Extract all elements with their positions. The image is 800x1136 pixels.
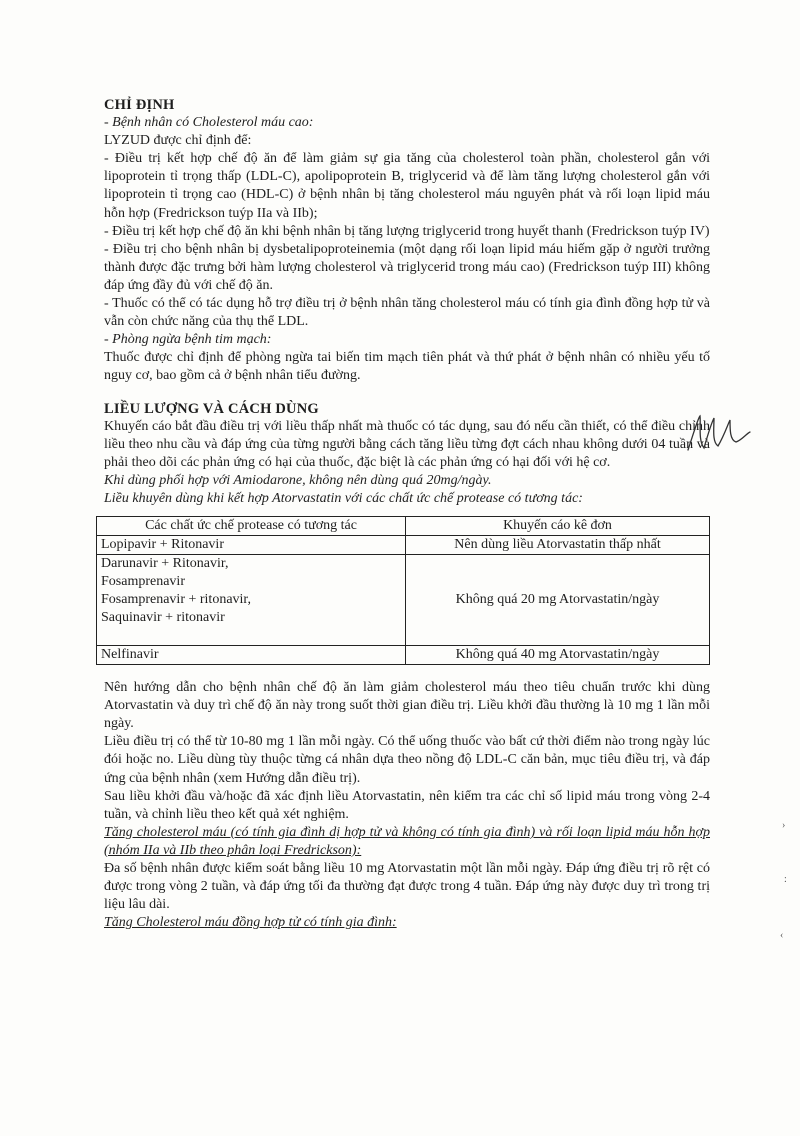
drug-name: Darunavir + Ritonavir, [101,556,229,572]
section-heading-chi-dinh: CHỈ ĐỊNH [104,97,175,113]
handwritten-signature [684,410,754,458]
table-header-cell: Các chất ức chế protease có tương tác [97,517,406,536]
indication-item: - Điều trị kết hợp chế độ ăn khi bệnh nhân bị tăng lượng triglycerid trong huyết thanh (Fredrickson tuýp IV) [104,223,710,239]
indication-intro: LYZUD được chỉ định để: [104,133,252,149]
indication-item: - Thuốc có thể có tác dụng hỗ trợ điều trị ở bệnh nhân tăng cholesterol máu có tính gia đình đồng hợp tử và vẫn còn chức năng của thụ thể LDL. [104,296,710,330]
dosage-paragraph: Đa số bệnh nhân được kiểm soát bằng liều 10 mg Atorvastatin một lần mỗi ngày. Đáp ứng điều trị rõ rệt có được trong vòng 2 tuần, và đáp ứng tối đa thường đạt được trong 4 tuần. Đáp ứng này được duy trì trong trị liệu lâu dài. [104,861,710,913]
indication-item: - Điều trị cho bệnh nhân bị dysbetalipoproteinemia (một dạng rối loạn lipid máu hiếm gặp ở người trưởng thành được đặc trưng bởi hàm lượng cholesterol và triglycerid trong máu cao) (Fredrickson tuýp III) không đáp ứng đầy đủ với chế độ ăn. [104,241,710,293]
subheading-cholesterol: - Bệnh nhân có Cholesterol máu cao: [104,115,314,131]
table-row [97,555,710,646]
section-heading-lieu-luong: LIỀU LƯỢNG VÀ CÁCH DÙNG [104,400,319,417]
dosage-paragraph: Sau liều khởi đầu và/hoặc đã xác định liều Atorvastatin, nên kiểm tra các chỉ số lipid máu trong vòng 2-4 tuần, và chỉnh liều theo kết quả xét nghiệm. [104,788,710,822]
drug-name: Fosamprenavir [101,574,185,590]
table-row [97,646,710,665]
table-gap [104,665,710,679]
dosage-paragraph: Liều điều trị có thể từ 10-80 mg 1 lần mỗi ngày. Có thể uống thuốc vào bất cứ thời điểm nào trong ngày lúc đói hoặc no. Liều dùng tùy thuộc từng cá nhân dựa theo nồng độ LDL-C căn bản, mục tiêu điều trị, và đáp ứng của bệnh nhân (xem Hướng dẫn điều trị). [104,734,710,786]
edge-mark: ‹ [780,930,784,941]
table-cell: Nelfinavir [97,646,406,665]
edge-mark: : [784,874,787,885]
subsection-title: Tăng Cholesterol máu đồng hợp tử có tính gia đình: [104,915,397,931]
scan-edge-marks [778,820,796,960]
amiodarone-note: Khi dùng phối hợp với Amiodarone, không nên dùng quá 20mg/ngày. [104,472,492,488]
drug-name: Fosamprenavir + ritonavir, [101,592,252,608]
indication-item: - Điều trị kết hợp chế độ ăn để làm giảm sự gia tăng của cholesterol toàn phần, cholesterol gắn với lipoprotein tỉ trọng thấp (LDL-C), apolipoprotein B, triglycerid và để làm tăng lượng cholesterol gắn với lipoprotein tỉ trọng cao (HDL-C) ở bệnh nhân bị tăng cholesterol máu nguyên phát và rối loạn lipid máu hỗn hợp (Fredrickson tuýp IIa và IIb); [104,151,710,221]
table-row [97,536,710,555]
subheading-cardiovascular: - Phòng ngừa bệnh tim mạch: [104,332,272,348]
edge-mark: › [782,820,786,831]
table-cell: Nên dùng liều Atorvastatin thấp nhất [406,536,710,555]
dosage-paragraph: Nên hướng dẫn cho bệnh nhân chế độ ăn làm giảm cholesterol máu theo tiêu chuẩn trước khi dùng Atorvastatin và duy trì chế độ ăn này trong suốt thời gian điều trị. Liều khởi đầu thường là 10 mg 1 lần mỗi ngày. [104,680,710,732]
protease-note: Liều khuyên dùng khi kết hợp Atorvastatin với các chất ức chế protease có tương tác: [104,490,583,506]
table-header-cell: Khuyến cáo kê đơn [406,517,710,536]
table-cell: Không quá 40 mg Atorvastatin/ngày [406,646,710,665]
table-cell [97,555,406,646]
drug-name: Saquinavir + ritonavir [101,610,225,626]
document-body [101,96,710,932]
indication-item: Thuốc được chỉ định để phòng ngừa tai biến tim mạch tiên phát và thứ phát ở bệnh nhân có nhiều yếu tố nguy cơ, bao gồm cả ở bệnh nhân tiểu đường. [104,350,710,384]
subsection-title: Tăng cholesterol máu (có tính gia đình dị hợp tử và không có tính gia đình) và rối loạn lipid máu hỗn hợp (nhóm IIa và IIb theo phân loại Fredrickson): [104,824,710,858]
cell-spacer [101,627,401,645]
table-cell: Lopipavir + Ritonavir [97,536,406,555]
dosage-paragraph: Khuyến cáo bắt đầu điều trị với liều thấp nhất mà thuốc có tác dụng, sau đó nếu cần thiết, có thể điều chỉnh liều theo nhu cầu và đáp ứng của từng người bằng cách tăng liều từng đợt cách nhau không dưới 04 tuần và phải theo dõi các phản ứng có hại của thuốc, đặc biệt là các phản ứng có hại đối với hệ cơ. [104,418,710,470]
table-cell: Không quá 20 mg Atorvastatin/ngày [406,555,710,646]
protease-inhibitor-table [96,516,710,665]
table-header-row [97,517,710,536]
